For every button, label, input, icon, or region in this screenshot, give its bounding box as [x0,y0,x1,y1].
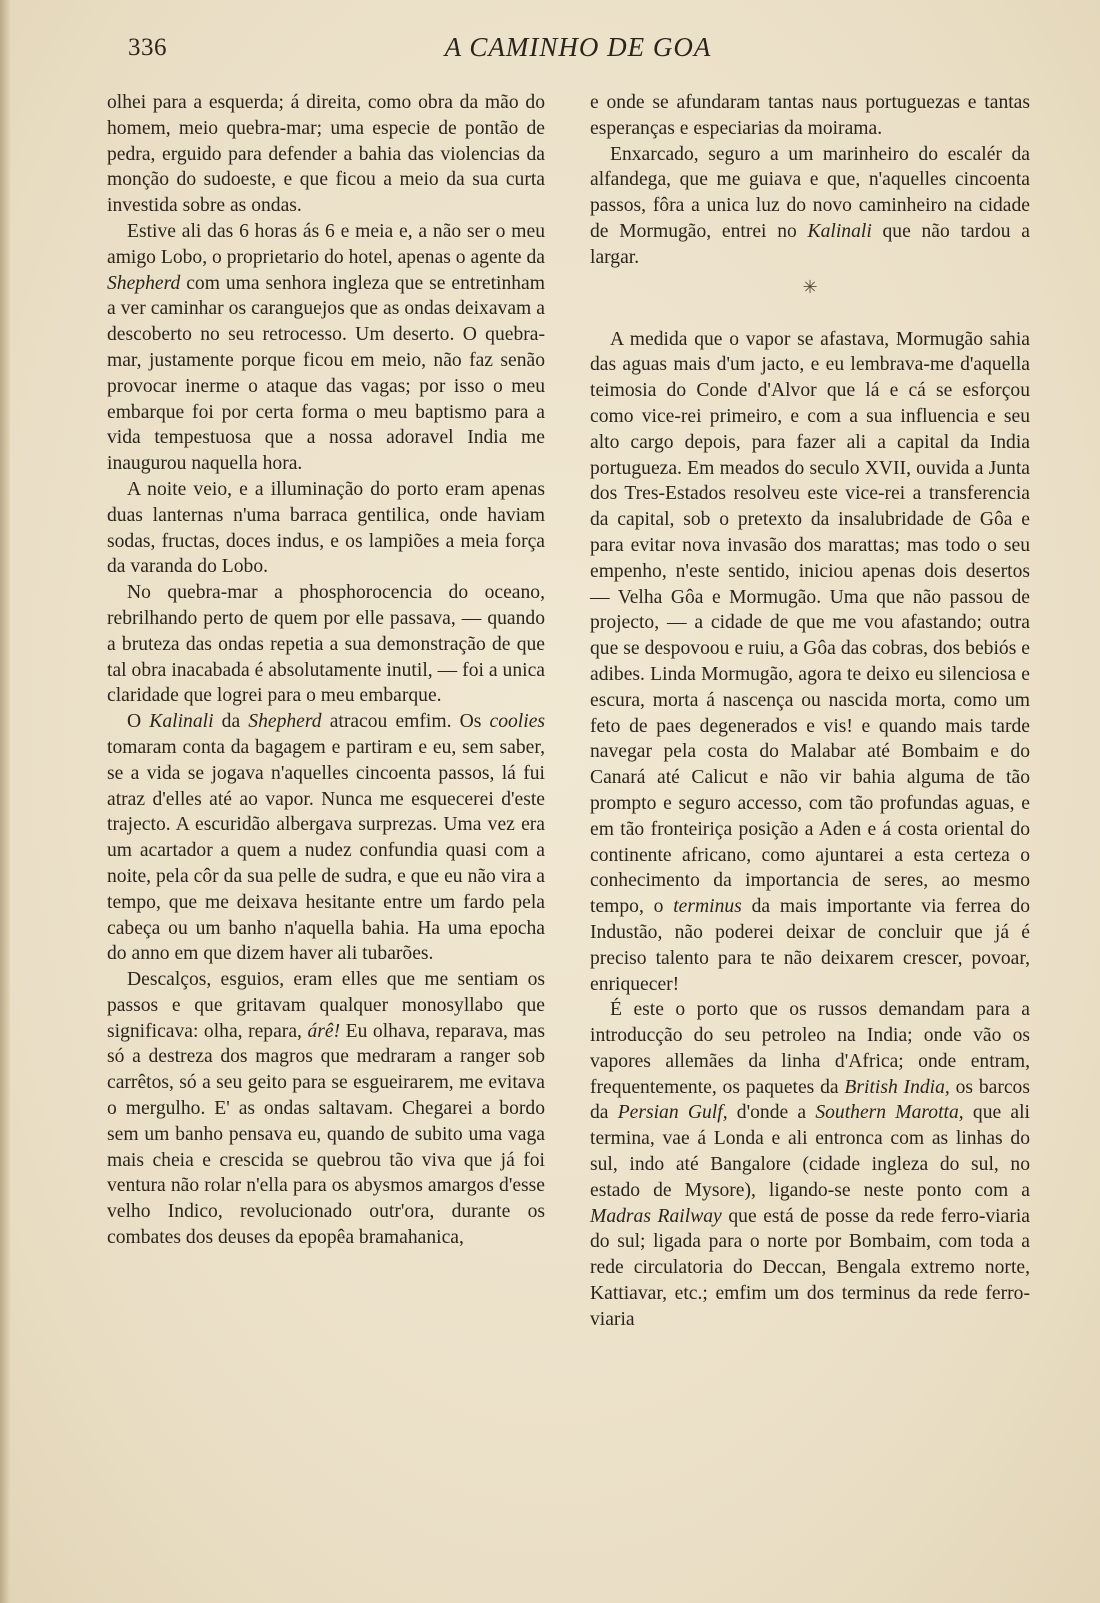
italic-term: Shepherd [248,711,322,733]
text-run: da [221,711,241,733]
italic-term: Kalinali [149,711,214,733]
text-run: da mais importante via ferrea do Industão, não poderei deixar de concluir que já é preciso talento para te não deixarem crescer, povoar, enriquecer! [590,896,1031,995]
text-run: d'onde a [736,1102,807,1124]
text-run: Enxarcado, seguro a um marinheiro do escalér da alfandega, que me guiava e que, n'aquelles cincoenta passos, fôra a unica luz do novo caminheiro na cidade de Mormugão, entrei no [590,143,1030,242]
paragraph [107,967,545,1251]
left-column [107,90,545,1251]
italic-term: Kalinali [807,220,872,242]
text-run: que está de posse da rede ferro-viaria do sul; ligada para o norte por Bombaim, com toda a rede circulatoria do Deccan, Bengala extremo norte, Kattiavar, etc.; emfim um dos terminus da rede ferro-viaria [590,1205,1030,1330]
italic-term: Shepherd [107,272,181,294]
text-run: atracou emfim. Os [329,711,482,733]
right-column [590,90,1030,1333]
text-run: que ali termina, vae á Londa e ali entronca com as linhas do sul, indo até Bangalore (cidade ingleza do sul, no estado de Mysore), ligando-se neste ponto com a [590,1102,1030,1201]
paragraph: e onde se afundaram tantas naus portuguezas e tantas esperanças e especiarias da moirama. [590,92,1030,139]
text-run: Descalços, esguios, eram elles que me sentiam os passos e que gritavam qualquer monosyllabo que significava: olha, repara, [107,969,545,1042]
page-number: 336 [128,34,167,61]
text-run: com uma senhora ingleza que se entretinham a ver caminhar os caranguejos que as ondas deixavam a descoberto no seu retrocesso. Um deserto. O quebra-mar, justamente porque ficou em meio, não faz senão provocar inerme o ataque das vagas; por isso o meu embarque foi por certa forma o meu baptismo para a vida tempestuosa que a nossa adoravel India me inaugurou naquella hora. [107,272,545,475]
text-run: tomaram conta da bagagem e partiram e eu, sem saber, se a vida se jogava n'aquelles cincoenta passos, lá fui atraz d'elles até ao vapor. Nunca me esquecerei d'este trajecto. A escuridão albergava surprezas. Uma vez era um acartador a quem a nudez confundia quasi com a noite, pela côr da sua pelle de sudra, e que eu não vira a tempo, que me deixava hesitante entre um fardo pela cabeça ou um banho n'aquella bahia. Ha uma epocha do anno em que dizem haver ali tubarões. [107,736,545,965]
paragraph [590,997,1030,1332]
page-spine-edge [0,0,10,1603]
italic-term: terminus [673,896,742,918]
text-run: Estive ali das 6 horas ás 6 e meia e, a não ser o meu amigo Lobo, o proprietario do hotel, apenas o agente da [107,220,545,268]
italic-term: British India, [844,1076,950,1098]
paragraph: A noite veio, e a illuminação do porto eram apenas duas lanternas n'uma barraca gentilica, onde haviam sodas, fructas, doces indus, e os lampiões a meia força da varanda do Lobo. [107,478,545,578]
italic-term: Persian Gulf, [617,1102,728,1124]
text-run: É este o porto que os russos demandam para a introducção do seu petroleo na India; onde vão os vapores allemães da linha d'Africa; onde entram, frequentemente, os paquetes da [590,999,1030,1098]
running-title: A CAMINHO DE GOA [444,32,712,62]
paragraph: No quebra-mar a phosphorocencia do oceano, rebrilhando perto de quem por elle passava, — quando a bruteza das ondas repetia a sua demonstração de que tal obra inacabada é absolutamente inutil, — foi a unica claridade que logrei para o meu embarque. [107,582,545,707]
text-run: O [127,711,142,733]
text-run: Eu olhava, reparava, mas só a destreza dos magros que medraram a ranger sob carrêtos, só a seu geito para se esgueirarem, me evitava o mergulho. E' as ondas saltavam. Chegarei a bordo sem um banho pensava eu, quando de subito uma vaga mais cheia e crescida se quebrou tão viva que já foi ventura não rolar n'ella para os abysmos amargos d'esse velho Indico, revolucionado outr'ora, durante os combates dos deuses da epopêa bramahanica, [107,1020,545,1249]
italic-term: Madras Railway [590,1205,722,1227]
paragraph [590,327,1030,998]
paragraph [107,709,545,967]
text-run: A medida que o vapor se afastava, Mormugão sahia das aguas mais d'um jacto, e eu lembrava-me d'aquella teimosia do Conde d'Alvor que lá e cá se esforçou como vice-rei primeiro, e com a sua influencia e seu alto cargo depois, para fazer ali a capital da India portugueza. Em meados do seculo XVII, ouvida a Junta dos Tres-Estados resolveu este vice-rei a transferencia da capital, sob o pretexto da insalubridade de Gôa e para evitar nova invasão dos marattas; mas todo o seu empenho, n'este sentido, iniciou apenas dois desertos — Velha Gôa e Mormugão. Uma que não passou de projecto, — a cidade de que me vou afastando; outra que se despovoou e ruiu, a Gôa das cobras, dos bebiós e adibes. Linda Mormugão, agora te deixo eu silenciosa e escura, morta á nascença ou nascida morta, como um feto de paes degenerados e vis! e quando mais tarde navegar pela costa do Malabar até Bombaim e do Canará até Calicut e não vir bahia alguma de tão prompto e seguro accesso, com tão profundas aguas, e em tão fronteiriça posição a Aden e á costa oriental do continente africano, como ajuntarei a esta certeza o conhecimento da importancia de seres, ao mesmo tempo, o [590,328,1030,918]
italic-term: árê! [307,1020,341,1042]
italic-term: Southern Marotta, [815,1102,964,1124]
page-header [128,30,1028,70]
text-run: os barcos da [590,1076,1030,1124]
paragraph [107,219,545,477]
paragraph: olhei para a esquerda; á direita, como obra da mão do homem, meio quebra-mar; uma especie de pontão de pedra, erguido para defender a bahia das violencias da monção do sudoeste, e que ficou a meio da sua curta investida sobre as ondas. [107,92,545,217]
italic-term: coolies [489,711,546,733]
text-run: que não tardou a largar. [590,220,1030,268]
section-asterism: ✳ [802,276,818,297]
paragraph [590,142,1030,271]
